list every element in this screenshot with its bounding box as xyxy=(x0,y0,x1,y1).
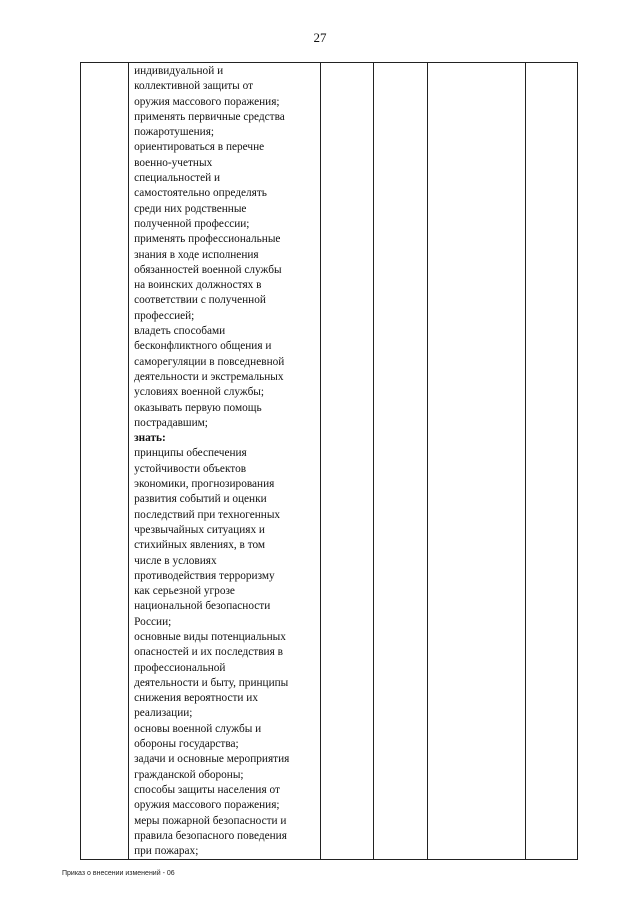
content-line: среди них родственные xyxy=(134,202,247,215)
content-line: способы защиты населения от xyxy=(134,783,280,796)
content-line: бесконфликтного общения и xyxy=(134,340,272,353)
content-line: оружия массового поражения; xyxy=(134,95,280,108)
page-number: 27 xyxy=(313,30,327,45)
content-line: основы военной службы и xyxy=(134,722,262,735)
content-line: индивидуальной и xyxy=(134,65,224,77)
content-line: знания в ходе исполнения xyxy=(134,248,259,261)
content-line: опасностей и их последствия в xyxy=(134,646,283,659)
content-line: экономики, прогнозирования xyxy=(134,478,275,491)
content-line: на воинских должностях в xyxy=(134,279,262,292)
content-line: гражданской обороны; xyxy=(134,768,244,781)
content-line: пожаротушения; xyxy=(134,126,215,139)
content-line: оказывать первую помощь xyxy=(134,401,262,414)
table-row xyxy=(81,63,578,860)
content-line: обязанностей военной службы xyxy=(134,263,282,276)
content-line: реализации; xyxy=(134,707,193,720)
content-line: полученной профессии; xyxy=(134,217,250,230)
content-line: чрезвычайных ситуациях и xyxy=(134,523,265,536)
content-line: профессией; xyxy=(134,309,195,322)
content-line: устойчивости объектов xyxy=(134,462,247,475)
content-line: ориентироваться в перечне xyxy=(134,141,265,154)
content-line: России; xyxy=(134,615,172,628)
index-cell xyxy=(81,63,129,860)
content-line: применять профессиональные xyxy=(134,233,281,246)
content-line: саморегуляции в повседневной xyxy=(134,355,285,368)
empty-cell-3 xyxy=(321,63,373,860)
content-line: владеть способами xyxy=(134,325,226,338)
content-line: военно-учетных xyxy=(134,156,213,169)
content-line: снижения вероятности их xyxy=(134,692,258,705)
content-line: числе в условиях xyxy=(134,554,217,567)
content-line: задачи и основные мероприятия xyxy=(134,753,290,766)
content-line: коллективной защиты от xyxy=(134,80,254,93)
empty-cell-4 xyxy=(373,63,427,860)
content-line: основные виды потенциальных xyxy=(134,630,286,643)
empty-cell-5 xyxy=(427,63,525,860)
content-line: условиях военной службы; xyxy=(134,386,265,399)
content-line: при пожарах; xyxy=(134,845,199,858)
content-line: меры пожарной безопасности и xyxy=(134,814,287,827)
content-line: последствий при техногенных xyxy=(134,508,281,521)
content-cell xyxy=(129,63,321,860)
content-line: соответствии с полученной xyxy=(134,294,266,307)
content-line: развития событий и оценки xyxy=(134,493,267,506)
empty-cell-6 xyxy=(525,63,577,860)
content-line: пострадавшим; xyxy=(134,416,208,429)
content-line: специальностей и xyxy=(134,172,221,185)
content-line: правила безопасного поведения xyxy=(134,829,287,842)
content-line: как серьезной угрозе xyxy=(134,585,235,598)
document-footer: Приказ о внесении изменений - 06 xyxy=(62,870,175,877)
competency-table xyxy=(80,62,578,860)
content-line: стихийных явлениях, в том xyxy=(134,539,266,552)
content-line: национальной безопасности xyxy=(134,600,271,613)
content-line: профессиональной xyxy=(134,661,226,674)
content-line: принципы обеспечения xyxy=(134,447,247,460)
content-line: самостоятельно определять xyxy=(134,187,267,200)
content-line: применять первичные средства xyxy=(134,110,285,123)
content-line: деятельности и быту, принципы xyxy=(134,676,289,689)
content-line: деятельности и экстремальных xyxy=(134,370,284,383)
content-line: знать: xyxy=(134,432,166,445)
content-line: противодействия терроризму xyxy=(134,569,275,582)
content-line: обороны государства; xyxy=(134,738,239,751)
content-line: оружия массового поражения; xyxy=(134,799,280,812)
